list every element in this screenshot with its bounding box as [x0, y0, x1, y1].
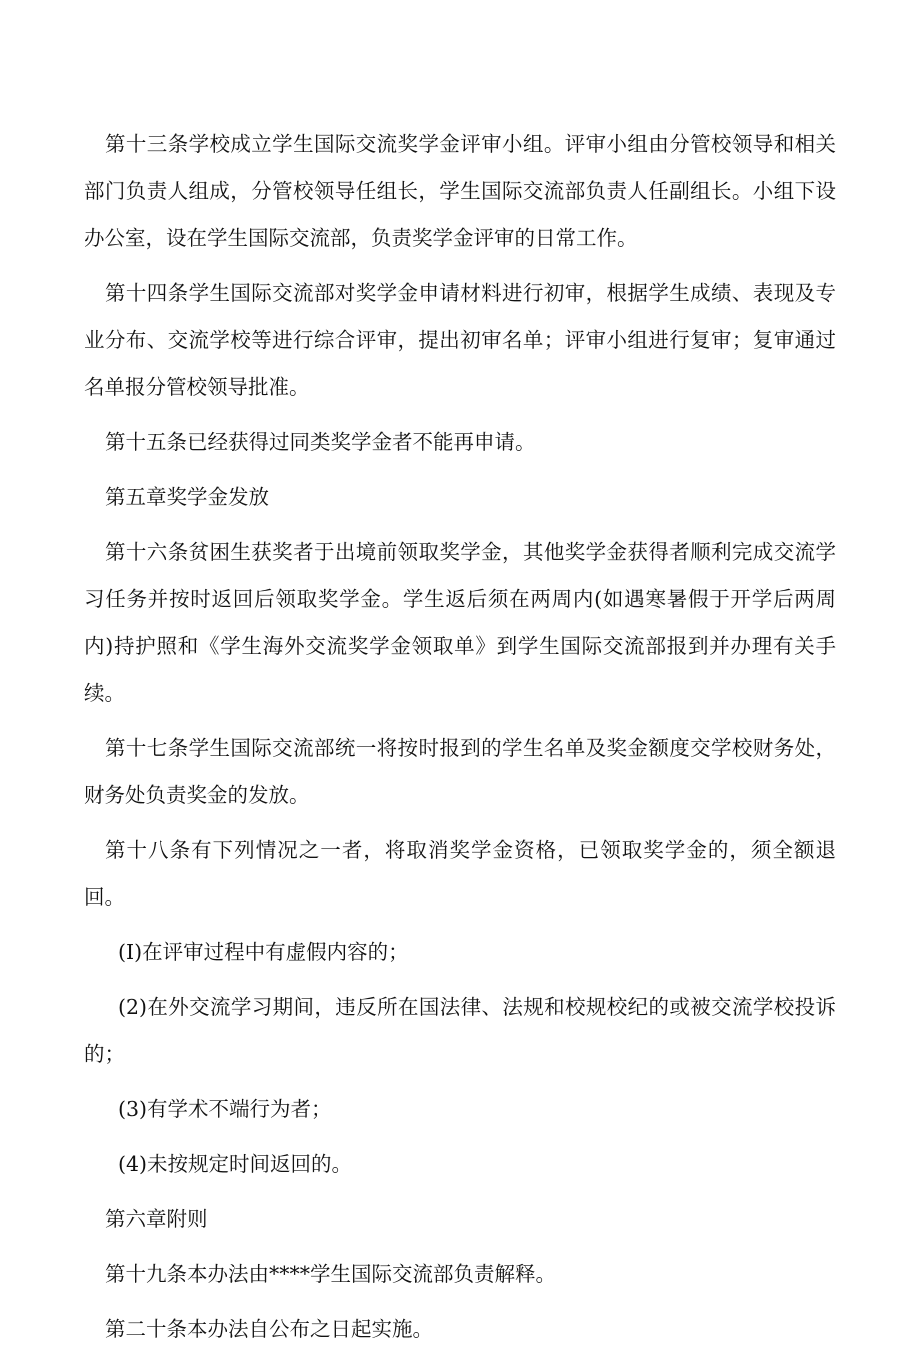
article-16-paragraph: 第十六条贫困生获奖者于出境前领取奖学金，其他奖学金获得者顺利完成交流学习任务并按时返回后领取奖学金。学生返后须在两周内(如遇寒暑假于开学后两周内)持护照和《学生海外交流奖学金领取单》到学生国际交流部报到并办理有关手续。: [84, 540, 836, 705]
article-19-paragraph: 第十九条本办法由****学生国际交流部负责解释。: [105, 1262, 556, 1286]
article-15-paragraph: 第十五条已经获得过同类奖学金者不能再申请。: [105, 430, 536, 454]
article-18-item-1: (I)在评审过程中有虚假内容的；: [118, 940, 409, 964]
article-20-paragraph: 第二十条本办法自公布之日起实施。: [105, 1317, 433, 1341]
article-17-paragraph: 第十七条学生国际交流部统一将按时报到的学生名单及奖金额度交学校财务处，财务处负责奖金的发放。: [84, 736, 836, 807]
chapter-5-heading: 第五章奖学金发放: [105, 485, 269, 509]
document-body: [84, 121, 836, 1353]
article-14-paragraph: 第十四条学生国际交流部对奖学金申请材料进行初审，根据学生成绩、表现及专业分布、交流学校等进行综合评审，提出初审名单；评审小组进行复审；复审通过名单报分管校领导批准。: [84, 281, 836, 399]
article-13-paragraph: 第十三条学校成立学生国际交流奖学金评审小组。评审小组由分管校领导和相关部门负责人组成，分管校领导任组长，学生国际交流部负责人任副组长。小组下设办公室，设在学生国际交流部，负责奖学金评审的日常工作。: [84, 132, 836, 250]
article-18-item-2: (2)在外交流学习期间，违反所在国法律、法规和校规校纪的或被交流学校投诉的；: [84, 995, 836, 1066]
article-18-paragraph: 第十八条有下列情况之一者，将取消奖学金资格，已领取奖学金的，须全额退回。: [84, 838, 836, 909]
chapter-6-heading: 第六章附则: [105, 1207, 208, 1231]
article-18-item-4: (4)未按规定时间返回的。: [118, 1152, 353, 1176]
article-18-item-3: (3)有学术不端行为者；: [118, 1097, 332, 1121]
